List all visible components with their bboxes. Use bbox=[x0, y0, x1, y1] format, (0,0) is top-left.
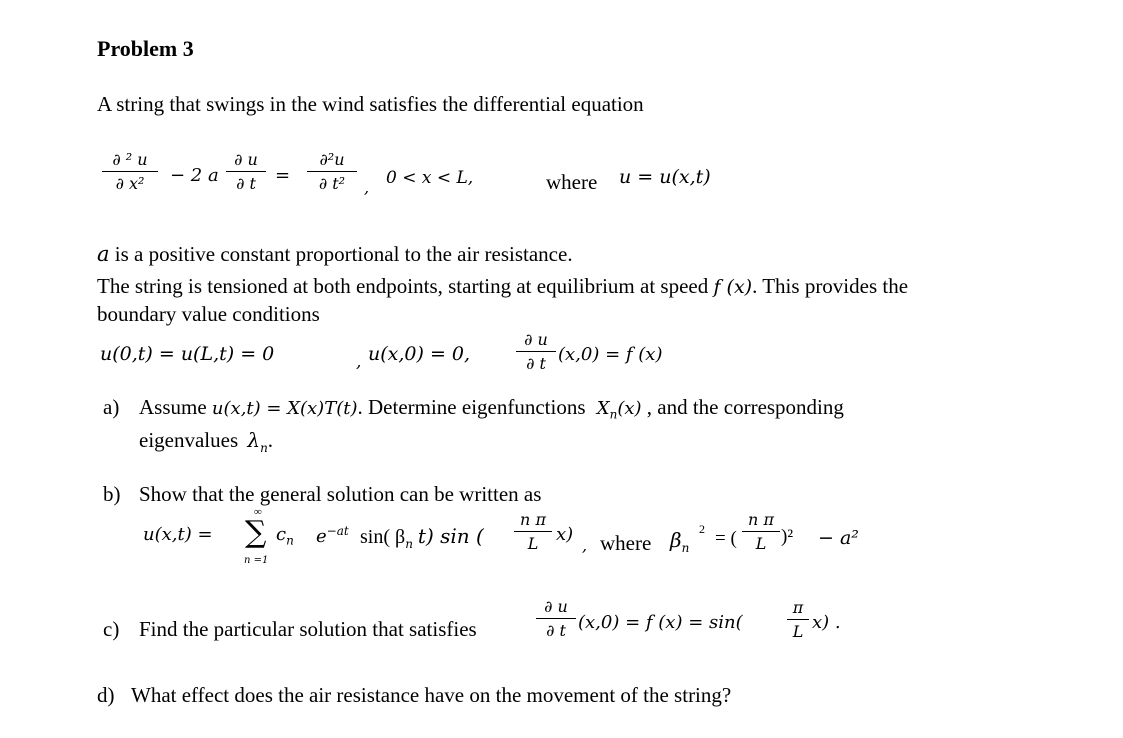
eq-where: where bbox=[546, 170, 598, 194]
qa-label: a) bbox=[103, 395, 120, 419]
qb-comma: , bbox=[582, 536, 588, 555]
eq-domain: 0 < x < L, bbox=[386, 168, 474, 188]
qb-sum-bottom: n =1 bbox=[244, 555, 269, 566]
eq-minus-2a: − 2 a bbox=[170, 165, 219, 186]
bc-initial-position: u(x,0) = 0, bbox=[368, 343, 471, 365]
bc-du-dt: $\frac{\partial u}{\partial t}$ bbox=[516, 330, 556, 373]
qc-label: c) bbox=[103, 617, 120, 641]
qa-eigenfunction: $X_n(x)$ bbox=[596, 398, 642, 422]
qb-beta: $\beta_n$ bbox=[670, 528, 690, 555]
qa-line2: eigenvalues $\lambda_n$. bbox=[139, 428, 274, 455]
eq-equals: = bbox=[275, 165, 291, 186]
qb-npi-over-l-2: $\frac{\text{n π}}{L}$ bbox=[742, 510, 780, 553]
qc-end: x) . bbox=[812, 612, 841, 633]
problem-title: Problem 3 bbox=[97, 36, 194, 61]
para-line1: a is a positive constant proportional to the air resistance. bbox=[97, 242, 573, 266]
qb-text: Show that the general solution can be written as bbox=[139, 482, 542, 506]
qa-line1: Assume u(x,t) = X(x)T(t). Determine eigenfunctions $X_n(x)$ , and the corresponding bbox=[139, 395, 844, 422]
para-line3: boundary value conditions bbox=[97, 302, 320, 326]
qc-pi-over-l: $\frac{\pi}{L}$ bbox=[787, 598, 809, 641]
intro-text: A string that swings in the wind satisfies the differential equation bbox=[97, 92, 644, 116]
var-a: a bbox=[97, 242, 110, 266]
qb-equals: = ( bbox=[715, 528, 737, 549]
qb-label: b) bbox=[103, 482, 121, 506]
qb-minus-a-squared: − a² bbox=[818, 527, 859, 549]
qb-beta-squared: 2 bbox=[699, 522, 705, 536]
qb-coefficient: $c_n$ bbox=[276, 524, 294, 548]
qc-condition: (x,0) = f (x) = sin( bbox=[578, 612, 743, 633]
qd-text: What effect does the air resistance have on the movement of the string? bbox=[131, 683, 732, 707]
eq-d2u-dx2: $\frac{\text{∂ ² u}}{\text{∂ x²}}$ bbox=[102, 150, 158, 193]
qd-label: d) bbox=[97, 683, 115, 707]
qb-sum-symbol: ∑ bbox=[245, 515, 267, 550]
bc-comma: , bbox=[356, 352, 362, 372]
bc-initial-velocity: (x,0) = f (x) bbox=[558, 344, 663, 365]
var-fx: f (x) bbox=[713, 276, 753, 298]
qc-text: Find the particular solution that satisfies bbox=[139, 617, 477, 641]
qb-npi-over-l: $\frac{\text{n π}}{L}$ bbox=[514, 510, 552, 553]
eq-d2u-dt2: $\frac{\text{∂²u}}{\text{∂ t²}}$ bbox=[307, 150, 357, 193]
qb-sine-terms: sin( $\beta_n$ t) sin ( bbox=[360, 524, 484, 551]
bc-endpoints: u(0,t) = u(L,t) = 0 bbox=[100, 343, 275, 365]
para-line2: The string is tensioned at both endpoints, starting at equilibrium at speed f (x). This provides the bbox=[97, 274, 909, 298]
qb-exponential: $e^{-at}$ bbox=[316, 524, 349, 547]
qb-where: where bbox=[600, 531, 652, 555]
qb-lhs: u(x,t) = bbox=[143, 524, 213, 545]
qa-eigenvalue: $\lambda_n$ bbox=[247, 428, 268, 455]
eq-u-definition: u = u(x,t) bbox=[619, 166, 711, 188]
qb-x-close: x) bbox=[556, 524, 574, 545]
qa-separation: u(x,t) = X(x)T(t) bbox=[211, 398, 358, 419]
qb-close-squared: )² bbox=[781, 526, 794, 547]
eq-du-dt: $\frac{\partial u}{\partial t}$ bbox=[226, 150, 266, 193]
qc-du-dt: $\frac{\partial u}{\partial t}$ bbox=[536, 597, 576, 640]
eq-comma: , bbox=[364, 178, 370, 197]
qb-sum-top: ∞ bbox=[254, 506, 262, 518]
